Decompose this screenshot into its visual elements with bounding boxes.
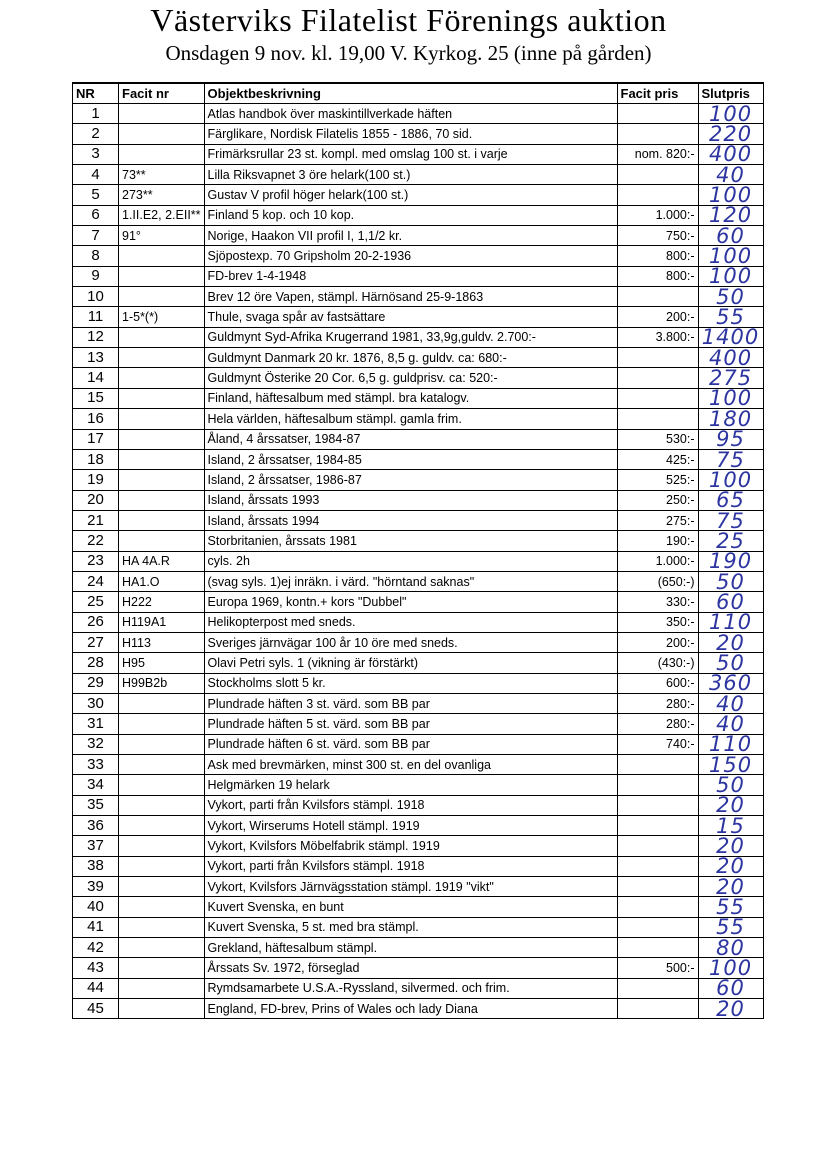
facit-number: 273** [119, 185, 205, 205]
table-row [73, 877, 764, 897]
object-description: Guldmynt Österike 20 Cor. 6,5 g. guldprisv. ca: 520:- [204, 368, 617, 388]
facit-price [617, 368, 698, 388]
facit-number: 1-5*(*) [119, 307, 205, 327]
object-description: Vykort, Wirserums Hotell stämpl. 1919 [204, 816, 617, 836]
table-row [73, 653, 764, 673]
facit-number: 1.II.E2, 2.EII** [119, 205, 205, 225]
lot-number: 7 [73, 226, 119, 246]
object-description: England, FD-brev, Prins of Wales och lady Diana [204, 999, 617, 1019]
final-price-handwritten: 100 [698, 958, 763, 978]
final-price-handwritten: 15 [698, 816, 763, 836]
object-description: Island, årssats 1993 [204, 490, 617, 510]
column-header-description: Objektbeskrivning [204, 83, 617, 104]
facit-price [617, 755, 698, 775]
facit-price [617, 836, 698, 856]
facit-price [617, 917, 698, 937]
object-description: Sveriges järnvägar 100 år 10 öre med sneds. [204, 632, 617, 652]
facit-price [617, 185, 698, 205]
table-body [73, 101, 764, 1021]
facit-price: 500:- [617, 958, 698, 978]
facit-price [617, 877, 698, 897]
facit-number [119, 775, 205, 795]
facit-price: 1.000:- [617, 205, 698, 225]
object-description: Årssats Sv. 1972, förseglad [204, 958, 617, 978]
object-description: Helgmärken 19 helark [204, 775, 617, 795]
object-description: Frimärksrullar 23 st. kompl. med omslag 100 st. i varje [204, 144, 617, 164]
final-price-handwritten: 50 [698, 571, 763, 591]
final-price-handwritten: 95 [698, 429, 763, 449]
facit-price: 800:- [617, 266, 698, 286]
final-price-handwritten: 50 [698, 287, 763, 307]
table-row [73, 897, 764, 917]
final-price-handwritten: 120 [698, 205, 763, 225]
facit-price: 750:- [617, 226, 698, 246]
lot-number: 33 [73, 755, 119, 775]
facit-price: 200:- [617, 307, 698, 327]
final-price-handwritten: 220 [698, 124, 763, 144]
facit-number [119, 348, 205, 368]
facit-price: 190:- [617, 531, 698, 551]
object-description: Vykort, parti från Kvilsfors stämpl. 1918 [204, 795, 617, 815]
facit-number [119, 958, 205, 978]
facit-price [617, 124, 698, 144]
object-description: Island, 2 årssatser, 1986-87 [204, 470, 617, 490]
final-price-handwritten: 400 [698, 144, 763, 164]
facit-price: 740:- [617, 734, 698, 754]
table-header-row [73, 83, 764, 104]
table-row [73, 571, 764, 591]
lot-number: 44 [73, 978, 119, 998]
object-description: Vykort, Kvilsfors Möbelfabrik stämpl. 1919 [204, 836, 617, 856]
lot-number: 38 [73, 856, 119, 876]
final-price-handwritten: 80 [698, 938, 763, 958]
object-description: Stockholms slott 5 kr. [204, 673, 617, 693]
facit-number: HA1.O [119, 571, 205, 591]
object-description: Finland 5 kop. och 10 kop. [204, 205, 617, 225]
object-description: Rymdsamarbete U.S.A.-Ryssland, silvermed. och frim. [204, 978, 617, 998]
facit-number: H113 [119, 632, 205, 652]
table-row [73, 449, 764, 469]
facit-price [617, 388, 698, 408]
facit-price [617, 409, 698, 429]
lot-number: 19 [73, 470, 119, 490]
facit-price [617, 104, 698, 124]
object-description: Grekland, häftesalbum stämpl. [204, 938, 617, 958]
facit-price [617, 348, 698, 368]
final-price-handwritten: 360 [698, 673, 763, 693]
lot-number: 25 [73, 592, 119, 612]
facit-number [119, 938, 205, 958]
table-row [73, 388, 764, 408]
object-description: (svag syls. 1)ej inräkn. i värd. "hörntand saknas" [204, 571, 617, 591]
final-price-handwritten: 20 [698, 795, 763, 815]
facit-number [119, 429, 205, 449]
object-description: cyls. 2h [204, 551, 617, 571]
column-header-facit-nr: Facit nr [119, 83, 205, 104]
final-price-handwritten: 75 [698, 449, 763, 469]
final-price-handwritten: 65 [698, 490, 763, 510]
final-price-handwritten: 100 [698, 388, 763, 408]
facit-number [119, 327, 205, 347]
lot-number: 6 [73, 205, 119, 225]
final-price-handwritten: 60 [698, 978, 763, 998]
table-row [73, 551, 764, 571]
lot-number: 43 [73, 958, 119, 978]
final-price-handwritten: 55 [698, 897, 763, 917]
table-row [73, 104, 764, 124]
column-header-final-price: Slutpris [698, 83, 763, 104]
lot-number: 8 [73, 246, 119, 266]
facit-number [119, 755, 205, 775]
facit-number: H95 [119, 653, 205, 673]
object-description: Guldmynt Syd-Afrika Krugerrand 1981, 33,9g,guldv. 2.700:- [204, 327, 617, 347]
lot-number: 13 [73, 348, 119, 368]
table-row [73, 246, 764, 266]
final-price-handwritten: 100 [698, 266, 763, 286]
table-row [73, 693, 764, 713]
table-row [73, 795, 764, 815]
column-header-facit-price: Facit pris [617, 83, 698, 104]
lot-number: 28 [73, 653, 119, 673]
final-price-handwritten: 20 [698, 836, 763, 856]
table-row [73, 266, 764, 286]
object-description: Åland, 4 årssatser, 1984-87 [204, 429, 617, 449]
lot-number: 32 [73, 734, 119, 754]
lot-number: 21 [73, 510, 119, 530]
final-price-handwritten: 20 [698, 999, 763, 1019]
table-row [73, 409, 764, 429]
page-subtitle: Onsdagen 9 nov. kl. 19,00 V. Kyrkog. 25 (inne på gården) [165, 41, 652, 65]
lot-number: 10 [73, 287, 119, 307]
facit-number [119, 693, 205, 713]
lot-number: 2 [73, 124, 119, 144]
facit-number [119, 388, 205, 408]
facit-number: 91° [119, 226, 205, 246]
facit-number [119, 246, 205, 266]
facit-price [617, 897, 698, 917]
final-price-handwritten: 20 [698, 856, 763, 876]
facit-price: 600:- [617, 673, 698, 693]
object-description: Island, årssats 1994 [204, 510, 617, 530]
table-row [73, 816, 764, 836]
lot-number: 27 [73, 632, 119, 652]
lot-number: 9 [73, 266, 119, 286]
lot-number: 5 [73, 185, 119, 205]
lot-number: 35 [73, 795, 119, 815]
final-price-handwritten: 55 [698, 917, 763, 937]
final-price-handwritten: 110 [698, 612, 763, 632]
final-price-handwritten: 75 [698, 510, 763, 530]
facit-number [119, 978, 205, 998]
facit-price: (650:-) [617, 571, 698, 591]
lot-number: 20 [73, 490, 119, 510]
final-price-handwritten: 40 [698, 693, 763, 713]
table-row [73, 510, 764, 530]
table-row [73, 978, 764, 998]
lot-number: 41 [73, 917, 119, 937]
facit-price: 350:- [617, 612, 698, 632]
lot-number: 42 [73, 938, 119, 958]
facit-price: 280:- [617, 714, 698, 734]
facit-number [119, 368, 205, 388]
lot-number: 40 [73, 897, 119, 917]
facit-number [119, 816, 205, 836]
facit-number [119, 917, 205, 937]
final-price-handwritten: 20 [698, 877, 763, 897]
facit-price: 280:- [617, 693, 698, 713]
facit-price: (430:-) [617, 653, 698, 673]
facit-price: 800:- [617, 246, 698, 266]
facit-number [119, 877, 205, 897]
table-row [73, 836, 764, 856]
facit-price: 3.800:- [617, 327, 698, 347]
object-description: Norige, Haakon VII profil I, 1,1/2 kr. [204, 226, 617, 246]
facit-number [119, 836, 205, 856]
table-row [73, 490, 764, 510]
object-description: Helikopterpost med sneds. [204, 612, 617, 632]
object-description: Färglikare, Nordisk Filatelis 1855 - 1886, 70 sid. [204, 124, 617, 144]
table-row [73, 673, 764, 693]
table-row [73, 368, 764, 388]
final-price-handwritten: 100 [698, 185, 763, 205]
final-price-handwritten: 190 [698, 551, 763, 571]
facit-number [119, 287, 205, 307]
facit-number [119, 510, 205, 530]
lot-number: 34 [73, 775, 119, 795]
facit-price: 425:- [617, 449, 698, 469]
facit-price: 1.000:- [617, 551, 698, 571]
final-price-handwritten: 100 [698, 470, 763, 490]
lot-number: 30 [73, 693, 119, 713]
object-description: Finland, häftesalbum med stämpl. bra katalogv. [204, 388, 617, 408]
facit-number: HA 4A.R [119, 551, 205, 571]
object-description: Thule, svaga spår av fastsättare [204, 307, 617, 327]
final-price-handwritten: 40 [698, 165, 763, 185]
object-description: Sjöpostexp. 70 Gripsholm 20-2-1936 [204, 246, 617, 266]
facit-price [617, 999, 698, 1019]
table-row [73, 470, 764, 490]
lot-number: 17 [73, 429, 119, 449]
lot-number: 36 [73, 816, 119, 836]
final-price-handwritten: 150 [698, 755, 763, 775]
object-description: Lilla Riksvapnet 3 öre helark(100 st.) [204, 165, 617, 185]
table-row [73, 287, 764, 307]
facit-number [119, 856, 205, 876]
lot-number: 24 [73, 571, 119, 591]
final-price-handwritten: 55 [698, 307, 763, 327]
object-description: Olavi Petri syls. 1 (vikning är förstärkt) [204, 653, 617, 673]
table-row [73, 307, 764, 327]
facit-price: 525:- [617, 470, 698, 490]
lot-number: 45 [73, 999, 119, 1019]
lot-number: 31 [73, 714, 119, 734]
lot-number: 26 [73, 612, 119, 632]
table-row [73, 917, 764, 937]
final-price-handwritten: 275 [698, 368, 763, 388]
facit-price [617, 287, 698, 307]
final-price-handwritten: 40 [698, 714, 763, 734]
facit-price: nom. 820:- [617, 144, 698, 164]
table-row [73, 714, 764, 734]
lot-number: 14 [73, 368, 119, 388]
column-header-nr: NR [73, 83, 119, 104]
facit-number [119, 795, 205, 815]
object-description: Ask med brevmärken, minst 300 st. en del ovanliga [204, 755, 617, 775]
final-price-handwritten: 50 [698, 775, 763, 795]
facit-number [119, 999, 205, 1019]
facit-number: H99B2b [119, 673, 205, 693]
object-description: Vykort, Kvilsfors Järnvägsstation stämpl. 1919 "vikt" [204, 877, 617, 897]
facit-price [617, 775, 698, 795]
final-price-handwritten: 100 [698, 246, 763, 266]
table-row [73, 938, 764, 958]
final-price-handwritten: 100 [698, 104, 763, 124]
table-row [73, 226, 764, 246]
final-price-handwritten: 1400 [698, 327, 763, 347]
object-description: Plundrade häften 6 st. värd. som BB par [204, 734, 617, 754]
facit-number [119, 144, 205, 164]
lot-number: 37 [73, 836, 119, 856]
lot-number: 1 [73, 104, 119, 124]
table-row [73, 124, 764, 144]
table-row [73, 592, 764, 612]
object-description: Island, 2 årssatser, 1984-85 [204, 449, 617, 469]
table-row [73, 734, 764, 754]
table-row [73, 775, 764, 795]
object-description: Kuvert Svenska, en bunt [204, 897, 617, 917]
facit-number [119, 897, 205, 917]
object-description: Vykort, parti från Kvilsfors stämpl. 1918 [204, 856, 617, 876]
facit-number: 73** [119, 165, 205, 185]
lot-number: 18 [73, 449, 119, 469]
lot-number: 16 [73, 409, 119, 429]
table-row [73, 999, 764, 1019]
facit-price: 250:- [617, 490, 698, 510]
lot-number: 22 [73, 531, 119, 551]
object-description: Gustav V profil höger helark(100 st.) [204, 185, 617, 205]
final-price-handwritten: 60 [698, 226, 763, 246]
facit-number: H222 [119, 592, 205, 612]
facit-price [617, 165, 698, 185]
object-description: Plundrade häften 5 st. värd. som BB par [204, 714, 617, 734]
lot-number: 23 [73, 551, 119, 571]
table-row [73, 612, 764, 632]
table-row [73, 856, 764, 876]
table-row [73, 144, 764, 164]
facit-number [119, 266, 205, 286]
facit-number [119, 449, 205, 469]
table-row [73, 632, 764, 652]
lot-number: 3 [73, 144, 119, 164]
facit-number [119, 490, 205, 510]
facit-price: 330:- [617, 592, 698, 612]
facit-price: 530:- [617, 429, 698, 449]
facit-price [617, 795, 698, 815]
facit-number [119, 714, 205, 734]
lot-number: 11 [73, 307, 119, 327]
lot-number: 15 [73, 388, 119, 408]
facit-price [617, 856, 698, 876]
facit-price: 275:- [617, 510, 698, 530]
object-description: Kuvert Svenska, 5 st. med bra stämpl. [204, 917, 617, 937]
final-price-handwritten: 180 [698, 409, 763, 429]
object-description: Europa 1969, kontn.+ kors "Dubbel" [204, 592, 617, 612]
lot-number: 39 [73, 877, 119, 897]
final-price-handwritten: 50 [698, 653, 763, 673]
facit-number [119, 124, 205, 144]
table-row [73, 429, 764, 449]
final-price-handwritten: 20 [698, 632, 763, 652]
lot-number: 29 [73, 673, 119, 693]
facit-number: H119A1 [119, 612, 205, 632]
final-price-handwritten: 25 [698, 531, 763, 551]
facit-price: 200:- [617, 632, 698, 652]
table-row [73, 348, 764, 368]
facit-number [119, 470, 205, 490]
object-description: Plundrade häften 3 st. värd. som BB par [204, 693, 617, 713]
object-description: Storbritanien, årssats 1981 [204, 531, 617, 551]
object-description: FD-brev 1-4-1948 [204, 266, 617, 286]
table-row [73, 205, 764, 225]
page-title: Västerviks Filatelist Förenings auktion [150, 2, 667, 38]
object-description: Hela världen, häftesalbum stämpl. gamla frim. [204, 409, 617, 429]
final-price-handwritten: 60 [698, 592, 763, 612]
table-row [73, 165, 764, 185]
facit-price [617, 816, 698, 836]
table-row [73, 755, 764, 775]
auction-table [72, 82, 764, 1019]
table-row [73, 327, 764, 347]
facit-number [119, 734, 205, 754]
facit-number [119, 531, 205, 551]
facit-price [617, 938, 698, 958]
table-row [73, 958, 764, 978]
table-row [73, 185, 764, 205]
facit-price [617, 978, 698, 998]
final-price-handwritten: 110 [698, 734, 763, 754]
object-description: Brev 12 öre Vapen, stämpl. Härnösand 25-9-1863 [204, 287, 617, 307]
lot-number: 12 [73, 327, 119, 347]
table-row [73, 531, 764, 551]
object-description: Atlas handbok över maskintillverkade häften [204, 104, 617, 124]
facit-number [119, 409, 205, 429]
facit-number [119, 104, 205, 124]
final-price-handwritten: 400 [698, 348, 763, 368]
lot-number: 4 [73, 165, 119, 185]
object-description: Guldmynt Danmark 20 kr. 1876, 8,5 g. guldv. ca: 680:- [204, 348, 617, 368]
